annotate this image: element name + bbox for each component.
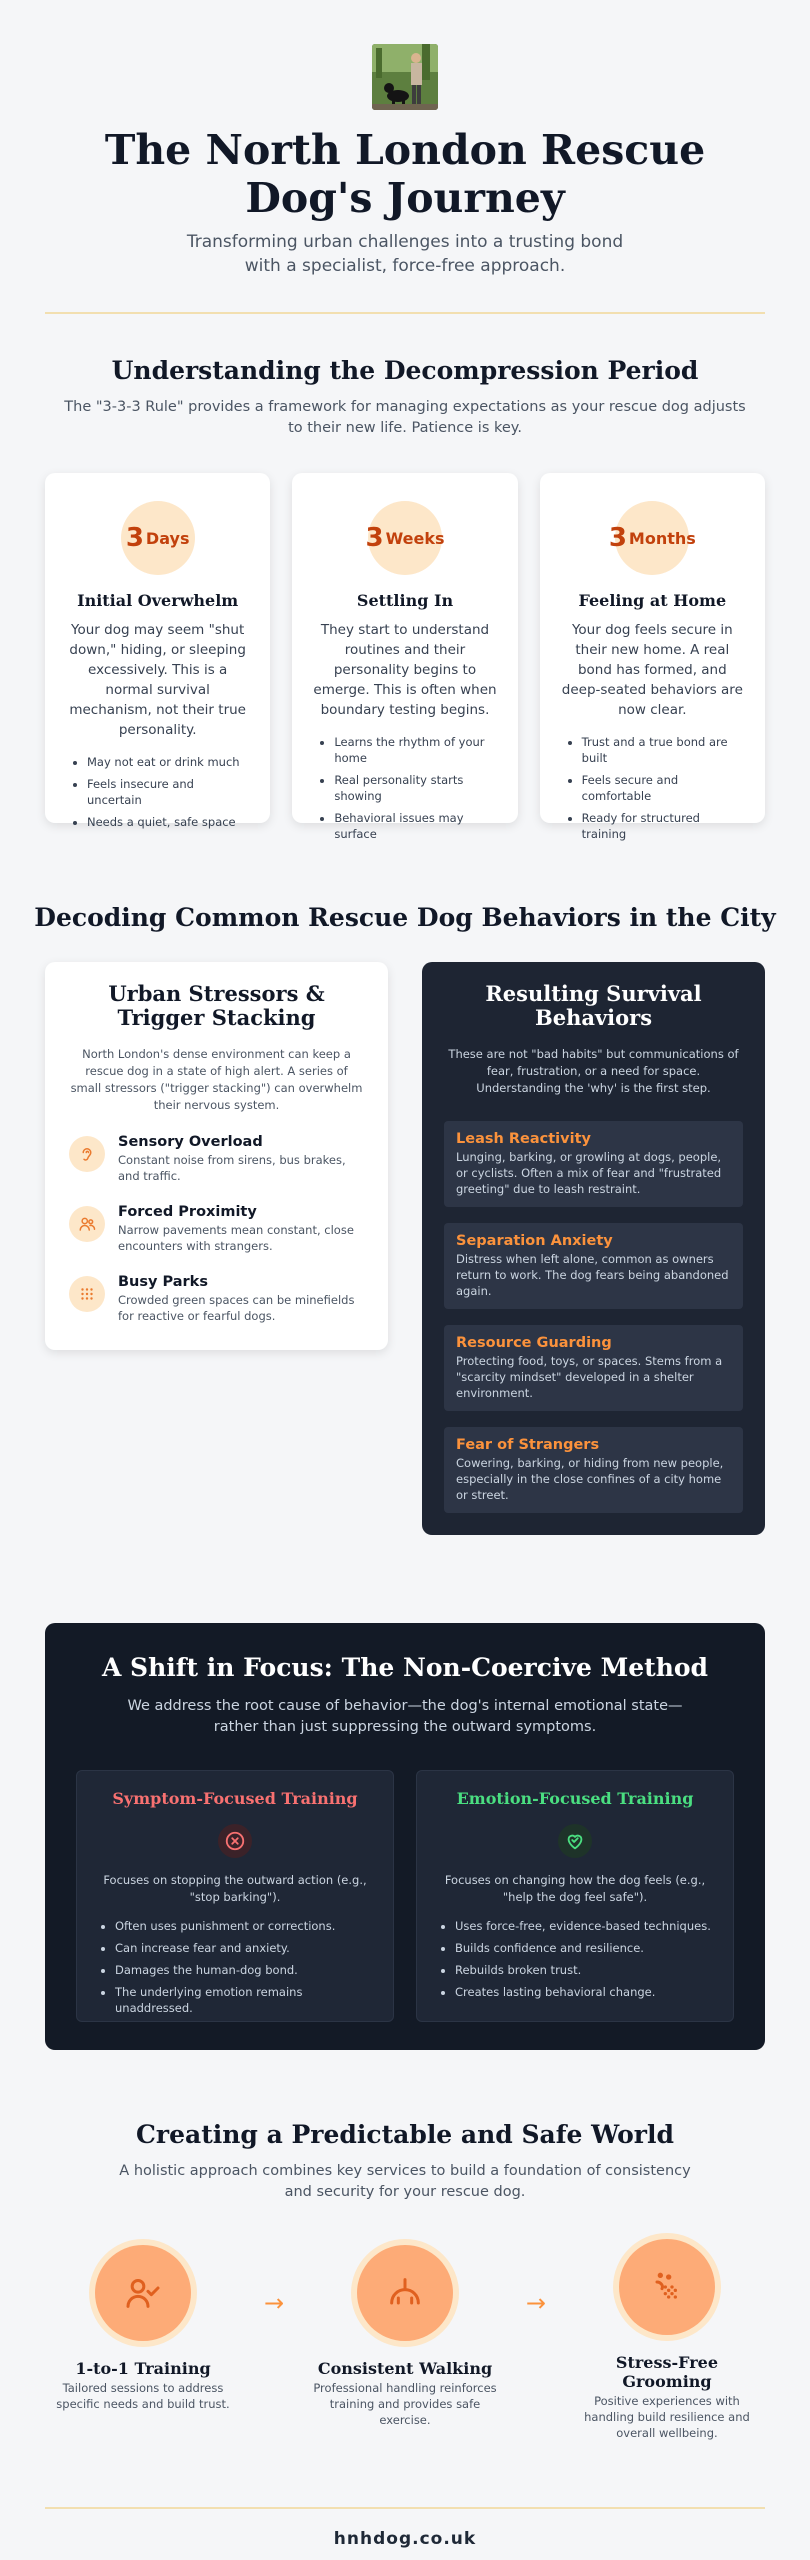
- page-subtitle: Transforming urban challenges into a trusting bond with a specialist, force-free approach.: [186, 232, 624, 276]
- behavior-title: Leash Reactivity: [456, 1131, 591, 1147]
- emotion-text: Focuses on changing how the dog feels (e.g., "help the dog feel safe").: [444, 1873, 706, 1904]
- heart-check-icon: [558, 1824, 592, 1858]
- hero: [0, 0, 810, 278]
- list-item: • The underlying emotion remains unaddressed.: [115, 1984, 377, 2016]
- symptom-focused-card: [76, 1770, 394, 2022]
- card-bullets: [63, 754, 252, 830]
- behavior-text: Lunging, barking, or growling at dogs, people, or cyclists. Often a mix of fear and "frustrated greeting" due to leash restraint.: [456, 1150, 722, 1196]
- walking-icon: [357, 2245, 453, 2341]
- page-title: The North London Rescue Dog's Journey: [104, 126, 706, 222]
- behaviors-section: [0, 903, 810, 1535]
- grooming-icon: [619, 2239, 715, 2335]
- stressor-item: [69, 1274, 364, 1324]
- survival-intro: These are not "bad habits" but communications of fear, frustration, or a need for space. Understanding the 'why' is the first step.: [448, 1047, 739, 1095]
- decompression-cards: [45, 473, 765, 841]
- step-text: Positive experiences with handling build resilience and overall wellbeing.: [584, 2394, 750, 2440]
- step-training: [45, 2239, 241, 2412]
- stressors-title: Urban Stressors & Trigger Stacking: [108, 981, 325, 1030]
- list-item: • Feels insecure and uncertain: [87, 776, 252, 808]
- emotion-title: Emotion-Focused Training: [456, 1789, 694, 1808]
- period-badge: [608, 501, 696, 575]
- behavior-title: Resource Guarding: [456, 1335, 612, 1351]
- decompression-title: Understanding the Decompression Period: [111, 356, 699, 385]
- step-title: Stress-Free Grooming: [615, 2353, 718, 2391]
- behavior-item: [444, 1427, 743, 1513]
- stressors-intro: North London's dense environment can keep a rescue dog in a state of high alert. A series of small stressors ("trigger stacking") can overwhelm their nervous system.: [70, 1047, 363, 1112]
- behaviors-title: Decoding Common Rescue Dog Behaviors in the City: [34, 903, 776, 932]
- list-item: • Damages the human-dog bond.: [115, 1962, 377, 1978]
- survival-title: Resulting Survival Behaviors: [485, 981, 702, 1030]
- people-icon: [69, 1206, 105, 1242]
- list-item: • Uses force-free, evidence-based techniques.: [455, 1918, 717, 1934]
- shift-subtitle: We address the root cause of behavior—the dog's internal emotional state—rather than just suppressing the outward symptoms.: [127, 1698, 683, 1735]
- behavior-item: [444, 1121, 743, 1207]
- card-3-months: [540, 473, 765, 841]
- stressor-text: Narrow pavements mean constant, close encounters with strangers.: [118, 1223, 354, 1253]
- period-number: 3: [125, 523, 144, 553]
- behavior-title: Fear of Strangers: [456, 1437, 600, 1453]
- period-unit: Days: [145, 528, 190, 548]
- period-unit: Weeks: [385, 528, 445, 548]
- symptom-title: Symptom-Focused Training: [112, 1789, 358, 1808]
- shift-section: [45, 1623, 765, 2050]
- symptom-text: Focuses on stopping the outward action (e.g., "stop barking").: [103, 1873, 367, 1904]
- shift-title: A Shift in Focus: The Non-Coercive Method: [101, 1653, 709, 1682]
- card-text: Your dog may seem "shut down," hiding, or sleeping excessively. This is a normal survival mechanism, not their true personality.: [69, 622, 246, 738]
- step-text: Tailored sessions to address specific needs and build trust.: [56, 2381, 230, 2411]
- behavior-text: Protecting food, toys, or spaces. Stems from a "scarcity mindset" developed in a shelter environment.: [456, 1354, 723, 1400]
- world-subtitle: A holistic approach combines key services to build a foundation of consistency and security for your rescue dog.: [119, 2163, 691, 2200]
- card-text: Your dog feels secure in their new home. A real bond has formed, and deep-seated behaviors are now clear.: [561, 622, 743, 718]
- card-title: Feeling at Home: [578, 591, 727, 610]
- stressor-title: Forced Proximity: [118, 1204, 257, 1220]
- behavior-text: Distress when left alone, common as owners return to work. The dog fears being abandoned again.: [456, 1252, 729, 1298]
- x-circle-icon: [218, 1824, 252, 1858]
- list-item: • Behavioral issues may surface: [334, 810, 499, 842]
- list-item: • Learns the rhythm of your home: [334, 734, 499, 766]
- step-walking: [307, 2239, 503, 2428]
- card-bullets: [310, 734, 499, 842]
- list-item: • Feels secure and comfortable: [582, 772, 747, 804]
- list-item: • Creates lasting behavioral change.: [455, 1984, 717, 2000]
- stressor-title: Sensory Overload: [118, 1134, 263, 1150]
- card-title: Initial Overwhelm: [77, 591, 239, 610]
- list-item: • Ready for structured training: [582, 810, 747, 842]
- period-number: 3: [365, 523, 384, 553]
- step-text: Professional handling reinforces training and provides safe exercise.: [313, 2381, 497, 2427]
- emotion-focused-card: [416, 1770, 734, 2022]
- period-unit: Months: [628, 528, 696, 548]
- period-number: 3: [608, 523, 627, 553]
- world-title: Creating a Predictable and Safe World: [136, 2120, 674, 2149]
- predictable-world-section: [0, 2120, 810, 2441]
- step-grooming: [569, 2239, 765, 2441]
- list-item: • Rebuilds broken trust.: [455, 1962, 717, 1978]
- divider: [45, 2507, 765, 2509]
- hero-photo: [372, 44, 438, 110]
- stressor-title: Busy Parks: [118, 1274, 208, 1290]
- stressor-text: Constant noise from sirens, bus brakes, and traffic.: [118, 1153, 346, 1183]
- period-badge: [365, 501, 445, 575]
- decompression-subtitle: The "3-3-3 Rule" provides a framework for managing expectations as your rescue dog adjusts to their new life. Patience is key.: [64, 399, 746, 436]
- list-item: • Real personality starts showing: [334, 772, 499, 804]
- behavior-item: [444, 1223, 743, 1309]
- ear-icon: [69, 1136, 105, 1172]
- list-item: • Builds confidence and resilience.: [455, 1940, 717, 1956]
- list-item: • May not eat or drink much: [87, 754, 252, 770]
- stressor-item: [69, 1134, 364, 1184]
- behavior-title: Separation Anxiety: [456, 1233, 613, 1249]
- card-3-weeks: [292, 473, 517, 841]
- card-text: They start to understand routines and their personality begins to emerge. This is often when boundary testing begins.: [313, 622, 497, 718]
- arrow-right-icon: →: [263, 2289, 285, 2317]
- emotion-bullets: [433, 1918, 717, 2000]
- list-item: • Often uses punishment or corrections.: [115, 1918, 377, 1934]
- period-badge: [121, 501, 195, 575]
- step-title: Consistent Walking: [317, 2359, 493, 2378]
- park-icon: [69, 1276, 105, 1312]
- list-item: • Needs a quiet, safe space: [87, 814, 252, 830]
- card-title: Settling In: [356, 591, 454, 610]
- behavior-text: Cowering, barking, or hiding from new people, especially in the close confines of a city home or street.: [456, 1456, 724, 1502]
- divider: [45, 312, 765, 314]
- decompression-section: [0, 356, 810, 841]
- arrow-right-icon: →: [525, 2289, 547, 2317]
- survival-behaviors-card: [422, 962, 765, 1535]
- symptom-bullets: [93, 1918, 377, 2016]
- card-bullets: [558, 734, 747, 842]
- card-3-days: [45, 473, 270, 829]
- step-title: 1-to-1 Training: [75, 2359, 211, 2378]
- list-item: • Trust and a true bond are built: [582, 734, 747, 766]
- person-check-icon: [95, 2245, 191, 2341]
- urban-stressors-card: [45, 962, 388, 1350]
- list-item: • Can increase fear and anxiety.: [115, 1940, 377, 1956]
- stressor-item: [69, 1204, 364, 1254]
- behavior-item: [444, 1325, 743, 1411]
- footer-site[interactable]: hnhdog.co.uk: [333, 2529, 477, 2549]
- stressor-text: Crowded green spaces can be minefields for reactive or fearful dogs.: [118, 1293, 355, 1323]
